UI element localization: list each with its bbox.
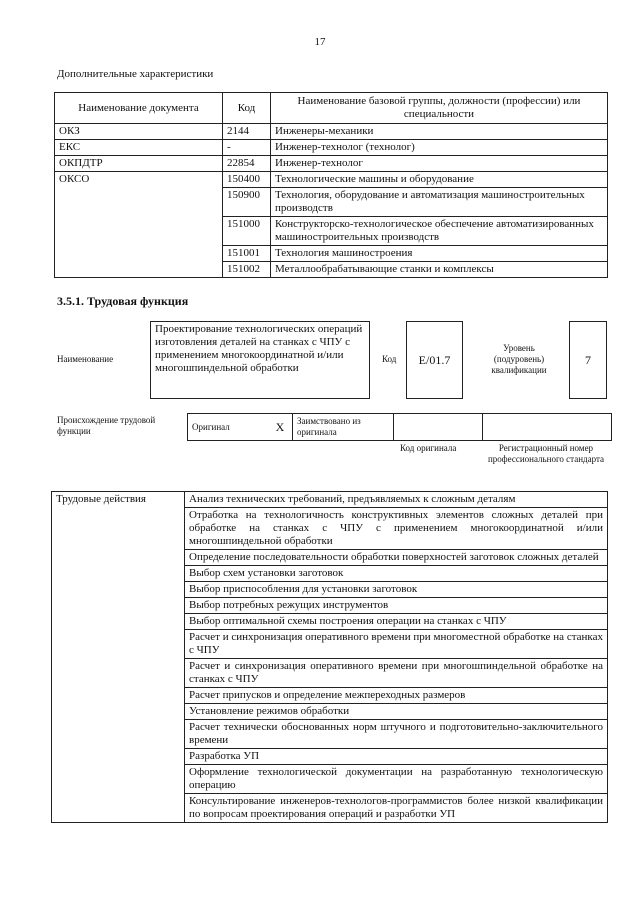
level-value-box: 7 (569, 321, 607, 399)
doc-cell: ОКСО (55, 172, 223, 278)
labor-actions-table (51, 491, 608, 823)
action-item: Расчет и синхронизация оперативного времени при многоместной обработке на станках с ЧПУ (185, 630, 608, 659)
code-cell: 151002 (223, 262, 271, 278)
code-original-cell (394, 414, 483, 441)
origin-table (187, 413, 612, 441)
section-heading-additional: Дополнительные характеристики (57, 68, 214, 80)
code-original-caption: Код оригинала (400, 443, 457, 453)
code-cell: 151000 (223, 217, 271, 246)
code-value-box: E/01.7 (406, 321, 463, 399)
action-item: Расчет технически обоснованных норм штучного и подготовительно-заключительного времени (185, 720, 608, 749)
code-cell: 2144 (223, 124, 271, 140)
reg-number-caption: Регистрационный номер профессионального стандарта (487, 443, 605, 464)
header-doc: Наименование документа (55, 93, 223, 124)
table-header-row (55, 93, 608, 124)
borrowed-label: Заимствовано из оригинала (293, 414, 394, 441)
name-cell: Конструкторско-технологическое обеспечение автоматизированных машиностроительных производств (271, 217, 608, 246)
action-item: Разработка УП (185, 749, 608, 765)
table-row (55, 172, 608, 188)
action-item: Выбор схем установки заготовок (185, 566, 608, 582)
code-label: Код (382, 354, 397, 364)
function-name-box: Проектирование технологических операций изготовления деталей на станках с ЧПУ с применением многокоординатной и/или многошпиндельной обработки (150, 321, 370, 399)
action-item: Анализ технических требований, предъявляемых к сложным деталям (185, 492, 608, 508)
section-title: 3.5.1. Трудовая функция (57, 294, 189, 308)
action-item: Выбор оптимальной схемы построения операции на станках с ЧПУ (185, 614, 608, 630)
action-item: Выбор приспособления для установки заготовок (185, 582, 608, 598)
origin-row (188, 414, 612, 441)
code-cell: 150400 (223, 172, 271, 188)
header-code: Код (223, 93, 271, 124)
additional-characteristics-table (54, 92, 608, 278)
table-row (55, 140, 608, 156)
action-item: Отработка на технологичность конструктивных элементов сложных деталей при обработке на станках с ЧПУ с применением многокоординатной и/или многошпиндельной обработки (185, 508, 608, 550)
code-cell: 150900 (223, 188, 271, 217)
name-label: Наименование (57, 354, 114, 364)
original-label: Оригинал (188, 414, 269, 441)
name-cell: Технология, оборудование и автоматизация машиностроительных производств (271, 188, 608, 217)
action-item: Определение последовательности обработки поверхностей заготовок сложных деталей (185, 550, 608, 566)
table-row (55, 124, 608, 140)
doc-cell: ЕКС (55, 140, 223, 156)
reg-number-cell (483, 414, 612, 441)
code-cell: 151001 (223, 246, 271, 262)
doc-cell: ОКЗ (55, 124, 223, 140)
code-cell: 22854 (223, 156, 271, 172)
code-cell: - (223, 140, 271, 156)
name-cell: Технологические машины и оборудование (271, 172, 608, 188)
level-label: Уровень (подуровень) квалификации (491, 343, 547, 375)
action-item: Расчет и синхронизация оперативного времени при многошпиндельной обработке на станках с ЧПУ (185, 659, 608, 688)
table-row (52, 492, 608, 508)
name-cell: Технология машиностроения (271, 246, 608, 262)
doc-cell: ОКПДТР (55, 156, 223, 172)
name-cell: Инженеры-механики (271, 124, 608, 140)
action-item: Расчет припусков и определение межпереходных размеров (185, 688, 608, 704)
actions-label: Трудовые действия (52, 492, 185, 823)
action-item: Выбор потребных режущих инструментов (185, 598, 608, 614)
page-number: 17 (314, 36, 326, 48)
table-row (55, 156, 608, 172)
action-item: Установление режимов обработки (185, 704, 608, 720)
name-cell: Инженер-технолог (271, 156, 608, 172)
name-cell: Металлообрабатывающие станки и комплексы (271, 262, 608, 278)
header-name: Наименование базовой группы, должности (профессии) или специальности (271, 93, 608, 124)
original-mark: X (268, 414, 293, 441)
action-item: Оформление технологической документации на разработанную технологическую операцию (185, 765, 608, 794)
name-cell: Инженер-технолог (технолог) (271, 140, 608, 156)
origin-label: Происхождение трудовой функции (57, 415, 156, 436)
action-item: Консультирование инженеров-технологов-программистов более низкой квалификации по вопросам проектирования операций и разработки УП (185, 794, 608, 823)
